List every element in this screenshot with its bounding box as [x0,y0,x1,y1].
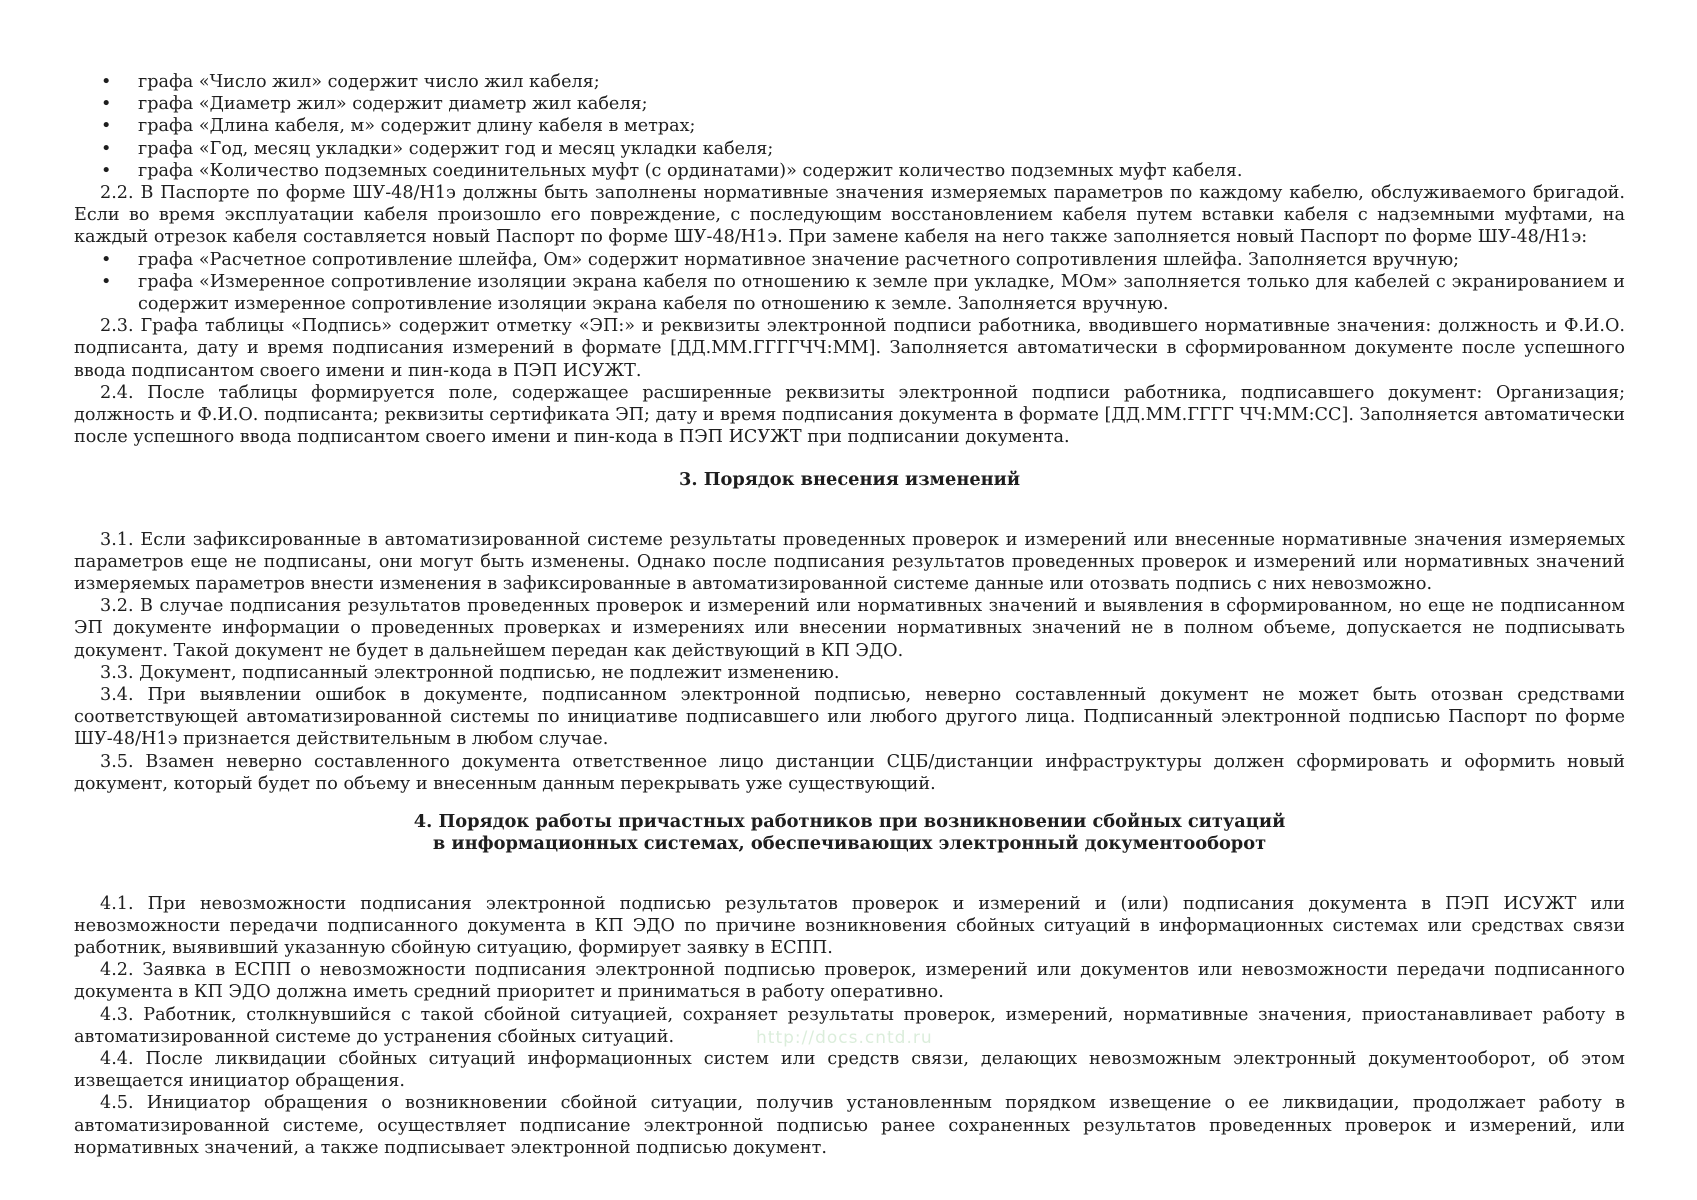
paragraph-3-5: 3.5. Взамен неверно составленного документа ответственное лицо дистанции СЦБ/дистанции инфраструктуры должен сформировать и оформить новый документ, который будет по объему и внесенным данным перекрывать уже существующий. [74,751,1625,794]
paragraph-2-3: 2.3. Графа таблицы «Подпись» содержит отметку «ЭП:» и реквизиты электронной подписи работника, вводившего нормативные значения: должность и Ф.И.О. подписанта, дату и время подписания измерений в формате [ДД.ММ.ГГГГЧЧ:ММ]. Заполняется автоматически в сформированном документе после успешного ввода подписантом своего имени и пин-кода в ПЭП ИСУЖТ. [74,316,1625,381]
section-4-heading-line2: в информационных системах, обеспечивающих электронный документооборот [432,833,1267,855]
list-item: • графа «Длина кабеля, м» содержит длину кабеля в метрах; [74,115,1625,137]
paragraph-4-2: 4.2. Заявка в ЕСПП о невозможности подписания электронной подписью проверок, измерений или документов или невозможности передачи подписанного документа в КП ЭДО должна иметь средний приоритет и приниматься в работу оперативно. [74,960,1625,1003]
list-item: • графа «Измеренное сопротивление изоляции экрана кабеля по отношению к земле при укладке, МОм» заполняется только для кабелей с экранированием и содержит измеренное сопротивление изоляции экрана кабеля по отношению к земле. Заполняется вручную. [74,271,1625,315]
paragraph-4-5: 4.5. Инициатор обращения о возникновении сбойной ситуации, получив установленным порядком извещение о ее ликвидации, продолжает работу в автоматизированной системе, осуществляет подписание электронной подписью ранее сохраненных результатов проведенных проверок и измерений, или нормативных значений, а также подписывает электронной подписью документ. [74,1093,1625,1158]
list-item: • графа «Диаметр жил» содержит диаметр жил кабеля; [74,93,1625,115]
list-item: • графа «Расчетное сопротивление шлейфа, Ом» содержит нормативное значение расчетного сопротивления шлейфа. Заполняется вручную; [74,249,1625,271]
section-4-body [74,893,1625,1159]
paragraph-3-2: 3.2. В случае подписания результатов проведенных проверок и измерений или нормативных значений и выявления в сформированном, но еще не подписанном ЭП документе информации о проведенных проверках и измерениях или внесении нормативных значений не в полном объеме, допускается не подписывать документ. Такой документ не будет в дальнейшем передан как действующий в КП ЭДО. [74,596,1625,661]
watermark: http://docs.cntd.ru [756,1028,933,1048]
list-item: • графа «Число жил» содержит число жил кабеля; [74,71,1625,93]
paragraph-2-4: 2.4. После таблицы формируется поле, содержащее расширенные реквизиты электронной подписи работника, подписавшего документ: Организация; должность и Ф.И.О. подписанта; реквизиты сертификата ЭП; дату и время подписания документа в формате [ДД.ММ.ГГГГ ЧЧ:ММ:СС]. Заполняется автоматически после успешного ввода подписантом своего имени и пин-кода в ПЭП ИСУЖТ при подписании документа. [74,382,1625,448]
section-3-body [74,529,1625,795]
bullet-list-cable-fields [74,71,1625,182]
paragraph-4-1: 4.1. При невозможности подписания электронной подписью результатов проверок и измерений и (или) подписания документа в ПЭП ИСУЖТ или невозможности передачи подписанного документа в КП ЭДО по причине возникновения сбойных ситуаций в информационных системах или средствах связи работник, выявивший указанную сбойную ситуацию, формирует заявку в ЕСПП. [74,893,1625,958]
paragraph-3-3: 3.3. Документ, подписанный электронной подписью, не подлежит изменению. [100,662,840,683]
section-4-heading [74,811,1625,855]
section-3-heading-text: 3. Порядок внесения изменений [678,469,1021,491]
section-2-continued [74,71,1625,448]
paragraph-3-1: 3.1. Если зафиксированные в автоматизированной системе результаты проведенных проверок и измерений или внесенные нормативные значения измеряемых параметров еще не подписаны, они могут быть изменены. Однако после подписания результатов проведенных проверок и измерений или нормативных значений измеряемых параметров внести изменения в зафиксированные в автоматизированной системе данные или отозвать подпись с них невозможно. [74,529,1625,595]
list-item: • графа «Год, месяц укладки» содержит год и месяц укладки кабеля; [74,138,1625,160]
paragraph-2-2: 2.2. В Паспорте по форме ШУ-48/Н1э должны быть заполнены нормативные значения измеряемых параметров по каждому кабелю, обслуживаемого бригадой. Если во время эксплуатации кабеля произошло его повреждение, с последующим восстановлением кабеля путем вставки кабеля с надземными муфтами, на каждый отрезок кабеля составляется новый Паспорт по форме ШУ-48/Н1э. При замене кабеля на него также заполняется новый Паспорт по форме ШУ-48/Н1э: [74,183,1625,248]
paragraph-4-3: 4.3. Работник, столкнувшийся с такой сбойной ситуацией, сохраняет результаты проверок, измерений, нормативные значения, приостанавливает работу в автоматизированной системе до устранения сбойных ситуаций. [74,1004,1625,1047]
section-3-heading [74,469,1625,491]
section-4-heading-line1: 4. Порядок работы причастных работников при возникновении сбойных ситуаций [413,811,1286,833]
bullet-list-resistance-fields [74,249,1625,316]
list-item: • графа «Количество подземных соединительных муфт (с ординатами)» содержит количество подземных муфт кабеля. [74,160,1625,182]
paragraph-3-4: 3.4. При выявлении ошибок в документе, подписанном электронной подписью, неверно составленный документ не может быть отозван средствами соответствующей автоматизированной системы по инициативе подписавшего или любого другого лица. Подписанный электронной подписью Паспорт по форме ШУ-48/Н1э признается действительным в любом случае. [74,685,1625,750]
paragraph-4-4: 4.4. После ликвидации сбойных ситуаций информационных систем или средств связи, делающих невозможным электронный документооборот, об этом извещается инициатор обращения. [74,1048,1625,1092]
